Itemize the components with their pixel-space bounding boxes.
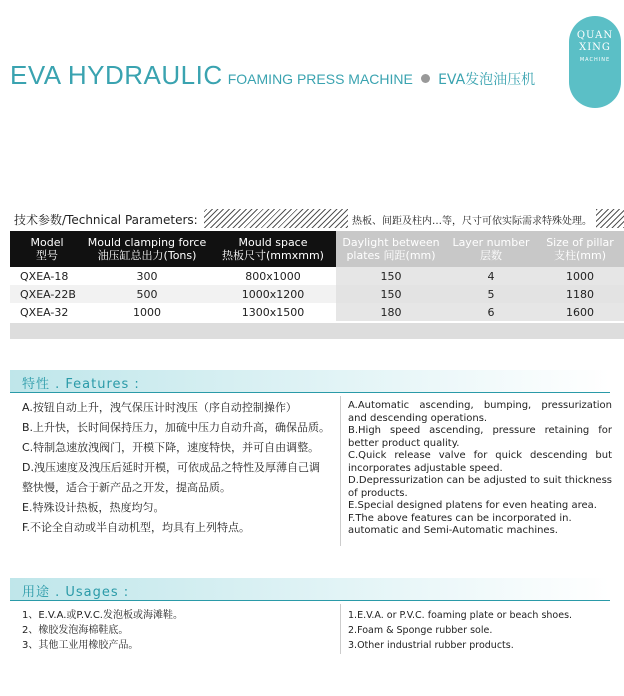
column-divider: [340, 604, 341, 654]
features-heading-bar: [10, 370, 610, 392]
header-pillar-size: Size of pillar 支柱(mm): [536, 231, 624, 267]
usages-heading: 用途 . Usages :: [22, 585, 130, 600]
table-cell: 6: [446, 303, 536, 321]
parameters-label: 技术参数/Technical Parameters:: [10, 209, 204, 228]
feature-en-item: automatic and Semi-Automatic machines.: [348, 525, 558, 536]
table-cell: 1180: [536, 285, 624, 303]
header-daylight: Daylight between plates 间距(mm): [336, 231, 446, 267]
feature-cn-item: C.特制急速放洩阀门，开模下降，速度特快，并可自由调整。: [22, 441, 320, 454]
feature-cn-item: A.按钮自动上升，洩气保压计时洩压（序自动控制操作）: [22, 401, 297, 414]
table-row: [10, 303, 624, 321]
table-cell: 500: [84, 285, 210, 303]
table-cell: 1300x1500: [210, 303, 336, 321]
usage-cn-item: 1、E.V.A.或P.V.C.发泡板或海滩鞋。: [22, 610, 183, 621]
usage-en-item: 3.Other industrial rubber products.: [348, 640, 514, 651]
header-clamping-force: Mould clamping force 油压缸总出力(Tons): [84, 231, 210, 267]
usage-cn-item: 3、其他工业用橡胶产品。: [22, 640, 139, 651]
title-main: EVA HYDRAULIC: [10, 60, 223, 90]
title-sub: FOAMING PRESS MACHINE: [227, 71, 413, 87]
table-cell: 180: [336, 303, 446, 321]
parameters-table: [10, 231, 624, 321]
table-cell: 800x1000: [210, 267, 336, 285]
feature-en-item: C.Quick release valve for quick descending but incorporates adjustable speed.: [348, 450, 612, 474]
feature-en-item: B.High speed ascending, pressure retaining for better product quality.: [348, 425, 612, 449]
feature-en-item: D.Depressurization can be adjusted to suit thickness of products.: [348, 475, 612, 499]
usage-en-item: 1.E.V.A. or P.V.C. foaming plate or beach shoes.: [348, 610, 573, 621]
features-en-list: [348, 400, 612, 538]
table-cell: 300: [84, 267, 210, 285]
logo-line-3: MACHINE: [579, 57, 611, 63]
feature-en-item: A.Automatic ascending, bumping, pressurization and descending operations.: [348, 400, 612, 424]
table-cell: 1000: [84, 303, 210, 321]
page-title: [10, 60, 535, 91]
column-divider: [340, 396, 341, 546]
feature-en-item: E.Special designed platens for even heating area.: [348, 500, 597, 511]
logo-line-1: QUAN: [576, 30, 614, 41]
header-mould-space: Mould space 热板尺寸(mmxmm): [210, 231, 336, 267]
table-row: [10, 285, 624, 303]
feature-cn-item: B.上升快，长时间保持压力，加硫中压力自动升高，确保品质。: [22, 421, 331, 434]
usage-en-item: 2.Foam & Sponge rubber sole.: [348, 625, 493, 636]
features-heading: 特性 . Features :: [22, 377, 140, 392]
table-cell: 5: [446, 285, 536, 303]
table-footer-bar: [10, 323, 624, 339]
table-cell: QXEA-18: [10, 267, 84, 285]
usage-cn-item: 2、橡胶发泡海棉鞋底。: [22, 625, 129, 636]
divider: [10, 600, 610, 601]
table-cell: 1000: [536, 267, 624, 285]
feature-cn-item: E.特殊设计热板，热度均匀。: [22, 501, 165, 514]
table-cell: QXEA-32: [10, 303, 84, 321]
divider: [10, 392, 610, 393]
brand-logo: [569, 16, 621, 108]
table-cell: 1600: [536, 303, 624, 321]
table-cell: 4: [446, 267, 536, 285]
feature-cn-item: 整快慢，适合于新产品之开发，提高品质。: [22, 481, 231, 494]
features-cn-list: [22, 398, 332, 538]
feature-cn-item: F.不论全自动或半自动机型，均具有上列特点。: [22, 521, 251, 534]
header-layer-number: Layer number 层数: [446, 231, 536, 267]
table-cell: 150: [336, 285, 446, 303]
table-cell: 1000x1200: [210, 285, 336, 303]
table-cell: 150: [336, 267, 446, 285]
header-model: Model 型号: [10, 231, 84, 267]
table-cell: QXEA-22B: [10, 285, 84, 303]
usages-en-list: [348, 608, 572, 653]
usages-cn-list: [22, 608, 183, 653]
usages-heading-bar: [10, 578, 610, 600]
feature-en-item: F.The above features can be incorporated in.: [348, 512, 572, 524]
logo-line-2: XING: [579, 42, 611, 53]
table-header-row: [10, 231, 624, 267]
title-cn: EVA发泡油压机: [438, 72, 536, 88]
table-row: [10, 267, 624, 285]
bullet-dot-icon: [421, 74, 430, 83]
parameters-bar: [10, 209, 624, 228]
parameters-note: 热板、间距及柱内…等，尺寸可依实际需求特殊处理。: [348, 209, 596, 228]
feature-cn-item: D.洩压速度及洩压后延时开模，可依成品之特性及厚薄自己调: [22, 461, 320, 474]
